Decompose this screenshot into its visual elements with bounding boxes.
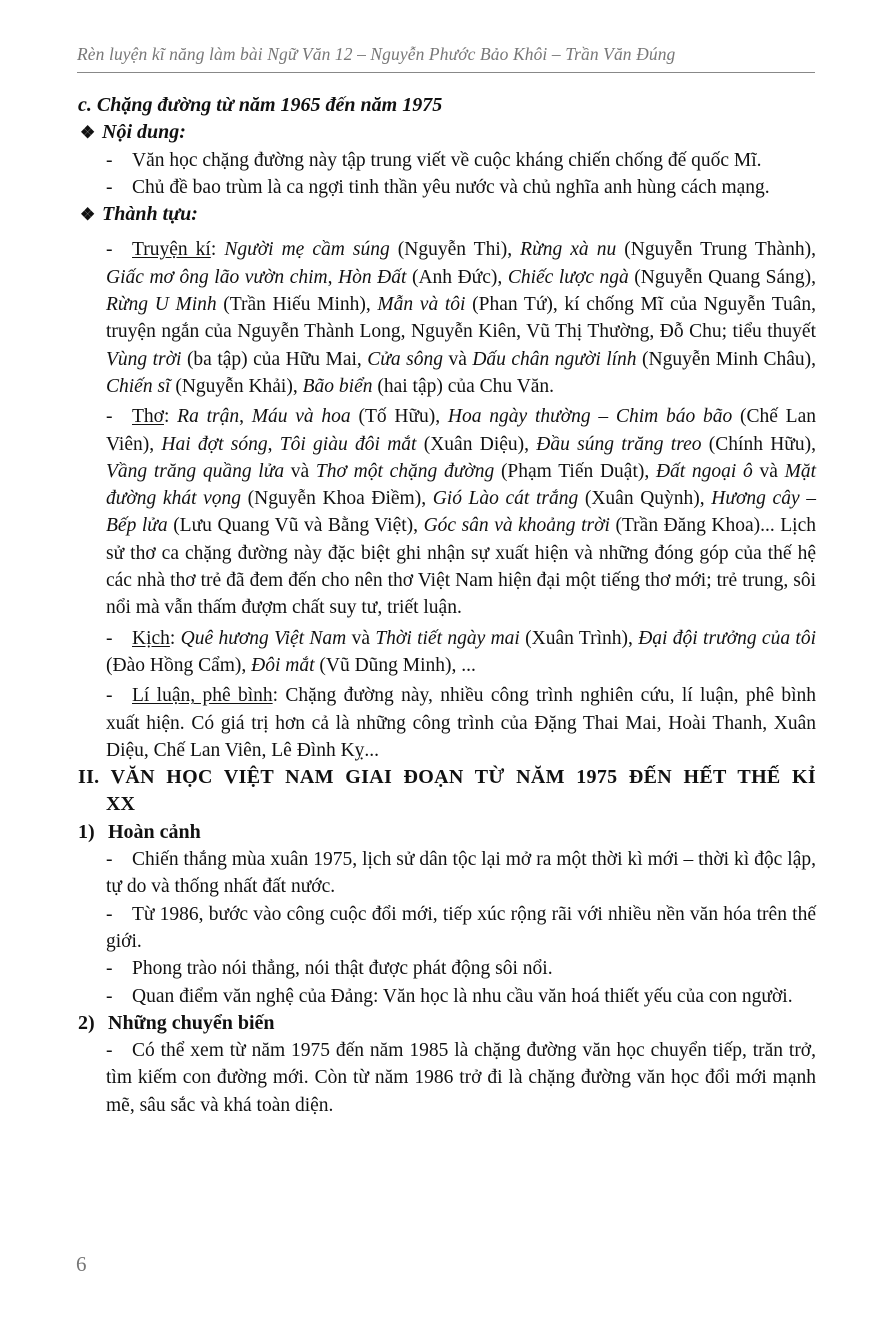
text-run: (Nguyễn Thi), (389, 239, 521, 261)
text-run: (Nguyễn Trung Thành), (616, 239, 817, 261)
heading-number: 2) (78, 1011, 95, 1034)
dash-bullet: - (106, 239, 113, 261)
work-title: Đại đội trưởng của tôi (638, 627, 817, 649)
work-title: Tôi giàu đôi mắt (279, 433, 417, 455)
list-item-text: Chiến thắng mùa xuân 1975, lịch sử dân tộc lại mở ra một thời kì mới – thời kì độc lập, tự do và thống nhất đất nước. (106, 849, 816, 898)
work-title: Thơ một chặng đường (315, 460, 495, 482)
running-header (77, 44, 815, 73)
diamond-bullet-icon: ❖ (80, 205, 96, 225)
text-run: và (284, 460, 316, 482)
text-run: (Nguyễn Quang Sáng), (628, 266, 816, 288)
text-run: (Chính Hữu), (701, 433, 816, 455)
work-title: Đôi mắt (251, 654, 315, 676)
text-run: : (169, 627, 181, 649)
text-run: (Nguyễn Khải), (170, 375, 303, 397)
section-c-title: c. Chặng đường từ năm 1965 đến năm 1975 (78, 94, 443, 116)
text-run: (Xuân Diệu), (416, 433, 537, 455)
text-run: (Anh Đức), (406, 266, 508, 288)
work-title: Hoa ngày thường – Chim báo bão (447, 406, 733, 428)
list-item (78, 147, 816, 174)
list-item-text: Có thể xem từ năm 1975 đến năm 1985 là chặng đường văn học chuyển tiếp, trăn trở, tìm kiếm con đường mới. Còn từ năm 1986 trở đi là chặng đường văn học đổi mới mạnh mẽ, sâu sắc và khá toàn diện. (106, 1040, 816, 1116)
list-item-text: Phong trào nói thẳng, nói thật được phát động sôi nổi. (132, 958, 553, 980)
running-header-text: Rèn luyện kĩ năng làm bài Ngữ Văn 12 – Nguyễn Phước Bảo Khôi – Trần Văn Đúng (77, 44, 676, 64)
text-run: và (346, 627, 376, 649)
text-run: (Xuân Trình), (519, 627, 639, 649)
work-title: Gió Lào cát trắng (432, 488, 579, 510)
work-title: Máu và hoa (251, 406, 351, 428)
list-item-text: Văn học chặng đường này tập trung viết về cuộc kháng chiến chống đế quốc Mĩ. (132, 149, 762, 171)
truyen-ki-label: Truyện kí (132, 239, 211, 261)
text-run: (Nguyễn Minh Châu), (636, 348, 816, 370)
li-luan-label: Lí luận, phê bình (132, 685, 273, 707)
chuyen-bien-heading (78, 1010, 816, 1037)
text-run: (Trần Hiếu Minh), (216, 294, 378, 316)
work-title: Rừng xà nu (520, 239, 617, 261)
page-number: 6 (76, 1252, 87, 1276)
text-run: (Xuân Quỳnh), (578, 488, 712, 510)
noi-dung-label: Nội dung: (102, 121, 186, 144)
work-title: Vùng trời (106, 348, 182, 370)
chuyen-bien-label: Những chuyển biến (108, 1011, 275, 1034)
tho-text (106, 406, 816, 618)
work-title: Mặt đường khát vọng (106, 460, 817, 510)
dash-bullet: - (106, 1040, 113, 1062)
work-title: Hai đợt sóng (161, 433, 268, 455)
work-title: Chiếc lược ngà (507, 266, 629, 288)
text-run: (hai tập) của Chu Văn. (372, 375, 555, 397)
tho-paragraph (78, 403, 816, 621)
work-title: Giấc mơ ông lão vườn chim (106, 266, 328, 288)
work-title: Rừng U Minh (106, 294, 217, 316)
dash-bullet: - (106, 627, 113, 649)
work-title: Quê hương Việt Nam (180, 627, 347, 649)
diamond-bullet-icon: ❖ (80, 123, 96, 143)
dash-bullet: - (106, 849, 113, 871)
list-item-text: Từ 1986, bước vào công cuộc đổi mới, tiếp xúc rộng rãi với nhiều nền văn hóa trên thế giới. (106, 903, 816, 952)
work-title: Chiến sĩ (106, 375, 171, 397)
noi-dung-heading (80, 119, 816, 146)
text-run: (Phan Tứ), kí chống Mĩ của Nguyễn Tuân, truyện ngắn của Nguyễn Thành Long, Nguyễn Kiên, Vũ Thị Thường, Đỗ Chu; tiểu thuyết (106, 294, 816, 343)
kich-label: Kịch (132, 627, 170, 649)
work-title: Người mẹ cầm súng (224, 239, 390, 261)
kich-text (106, 628, 816, 676)
section-II-title: II. VĂN HỌC VIỆT NAM GIAI ĐOẠN TỪ NĂM 1975 ĐẾN HẾT THẾ KỈ (78, 766, 816, 789)
work-title: Mẫn và tôi (377, 294, 466, 316)
work-title: Dấu chân người lính (472, 348, 637, 370)
list-item (78, 174, 816, 201)
list-item-text: Quan điểm văn nghệ của Đảng: Văn học là nhu cầu văn hoá thiết yếu của con người. (132, 985, 793, 1007)
text-run: (Trần Đăng Khoa)... Lịch sử thơ ca chặng đường này đặc biệt ghi nhận sự xuất hiện và những đóng góp của thế hệ các nhà thơ trẻ đã đem đến cho nên thơ Việt Nam hiện đại một tiếng thơ mới; trẻ trung, sôi nổi mà vẫn thấm đượm chất suy tư, triết luận. (106, 515, 816, 619)
text-run: , (327, 266, 339, 288)
work-title: Bão biển (302, 375, 373, 397)
truyen-ki-text (106, 239, 816, 396)
tho-label: Thơ (132, 406, 164, 428)
li-luan-paragraph (78, 682, 816, 764)
dash-bullet: - (106, 985, 113, 1007)
list-item (78, 846, 816, 901)
text-run: , (239, 406, 252, 428)
section-II-title-cont: XX (106, 793, 135, 816)
text-run: (Vũ Dũng Minh), ... (314, 654, 476, 676)
dash-bullet: - (106, 176, 113, 198)
text-run: (Đào Hồng Cẩm), (106, 654, 252, 676)
text-run: : (210, 239, 225, 261)
truyen-ki-paragraph (78, 236, 816, 400)
work-title: Thời tiết ngày mai (375, 627, 520, 649)
text-run: : Chặng đường này, nhiều công trình nghiên cứu, lí luận, phê bình xuất hiện. Có giá trị hơn cả là những công trình của Đặng Thai Mai, Hoài Thanh, Xuân Diệu, Chế Lan Viên, Lê Đình Kỵ... (106, 685, 816, 761)
thanh-tuu-label: Thành tựu: (102, 203, 198, 226)
heading-number: 1) (78, 820, 95, 843)
text-run: và (752, 460, 785, 482)
text-run: (Chế Lan Viên), (106, 406, 816, 455)
text-run: (Phạm Tiến Duật), (494, 460, 656, 482)
text-run: (Lưu Quang Vũ và Bằng Việt), (167, 515, 424, 537)
work-title: Vầng trăng quầng lửa (106, 460, 285, 482)
work-title: Ra trận (177, 406, 240, 428)
kich-paragraph (78, 625, 816, 680)
page-body (78, 92, 816, 1119)
dash-bullet: - (106, 903, 113, 925)
work-title: Hương cây – Bếp lửa (106, 488, 816, 537)
dash-bullet: - (106, 958, 113, 980)
list-item (78, 1037, 816, 1119)
list-item (78, 901, 816, 956)
text-run: (ba tập) của Hữu Mai, (181, 348, 368, 370)
text-run: , (267, 433, 280, 455)
work-title: Đầu súng trăng treo (536, 433, 702, 455)
list-item (78, 955, 816, 982)
work-title: Cửa sông (367, 348, 443, 370)
dash-bullet: - (106, 406, 113, 428)
list-item (78, 983, 816, 1010)
work-title: Hòn Đất (338, 266, 407, 288)
thanh-tuu-heading (80, 201, 816, 228)
hoan-canh-heading (78, 819, 816, 846)
dash-bullet: - (106, 685, 113, 707)
hoan-canh-label: Hoàn cảnh (108, 820, 201, 843)
dash-bullet: - (106, 149, 113, 171)
work-title: Góc sân và khoảng trời (423, 515, 610, 537)
list-item-text: Chủ đề bao trùm là ca ngợi tinh thần yêu nước và chủ nghĩa anh hùng cách mạng. (132, 176, 770, 198)
text-run: : (163, 406, 178, 428)
text-run: và (442, 348, 473, 370)
text-run: (Nguyễn Khoa Điềm), (241, 488, 433, 510)
text-run: (Tố Hữu), (350, 406, 448, 428)
work-title: Đất ngoại ô (655, 460, 753, 482)
